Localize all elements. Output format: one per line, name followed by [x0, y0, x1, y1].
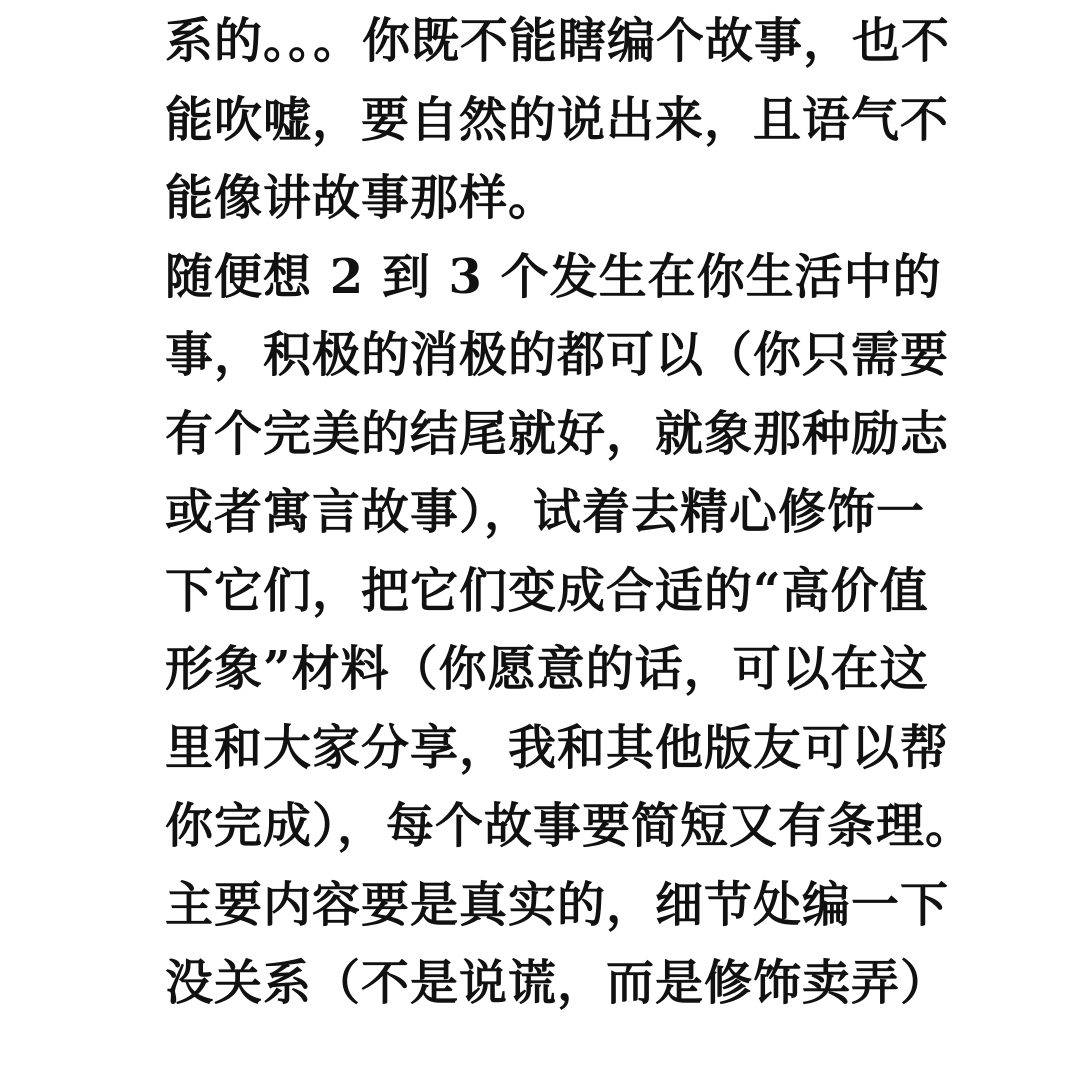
text-line: 下它们，把它们变成合适的“高价值 — [165, 562, 929, 619]
body-text — [165, 2, 975, 1023]
text-line: 有个完美的结尾就好，就象那种励志 — [165, 405, 950, 462]
text-line: 形象”材料（你愿意的话，可以在这 — [165, 641, 929, 697]
text-line: 随便想 2 到 3 个发生在你生活中的 — [165, 248, 942, 305]
text-line: 主要内容要是真实的，细节处编一下 — [165, 876, 950, 933]
text-line: 或者寓言故事），试着去精心修饰一 — [165, 484, 926, 540]
text-line: 能像讲故事那样。 — [165, 170, 558, 226]
text-line: 没关系（不是说谎，而是修饰卖弄） — [165, 955, 950, 1011]
text-line: 系的。。。你既不能瞎编个故事，也不 — [165, 13, 951, 69]
text-line: 里和大家分享，我和其他版友可以帮 — [165, 719, 950, 776]
text-line: 能吹嘘，要自然的说出来，且语气不 — [165, 91, 950, 148]
text-line: 事，积极的消极的都可以（你只需要 — [165, 327, 950, 383]
text-line: 你完成），每个故事要简短又有条理。 — [165, 798, 975, 854]
